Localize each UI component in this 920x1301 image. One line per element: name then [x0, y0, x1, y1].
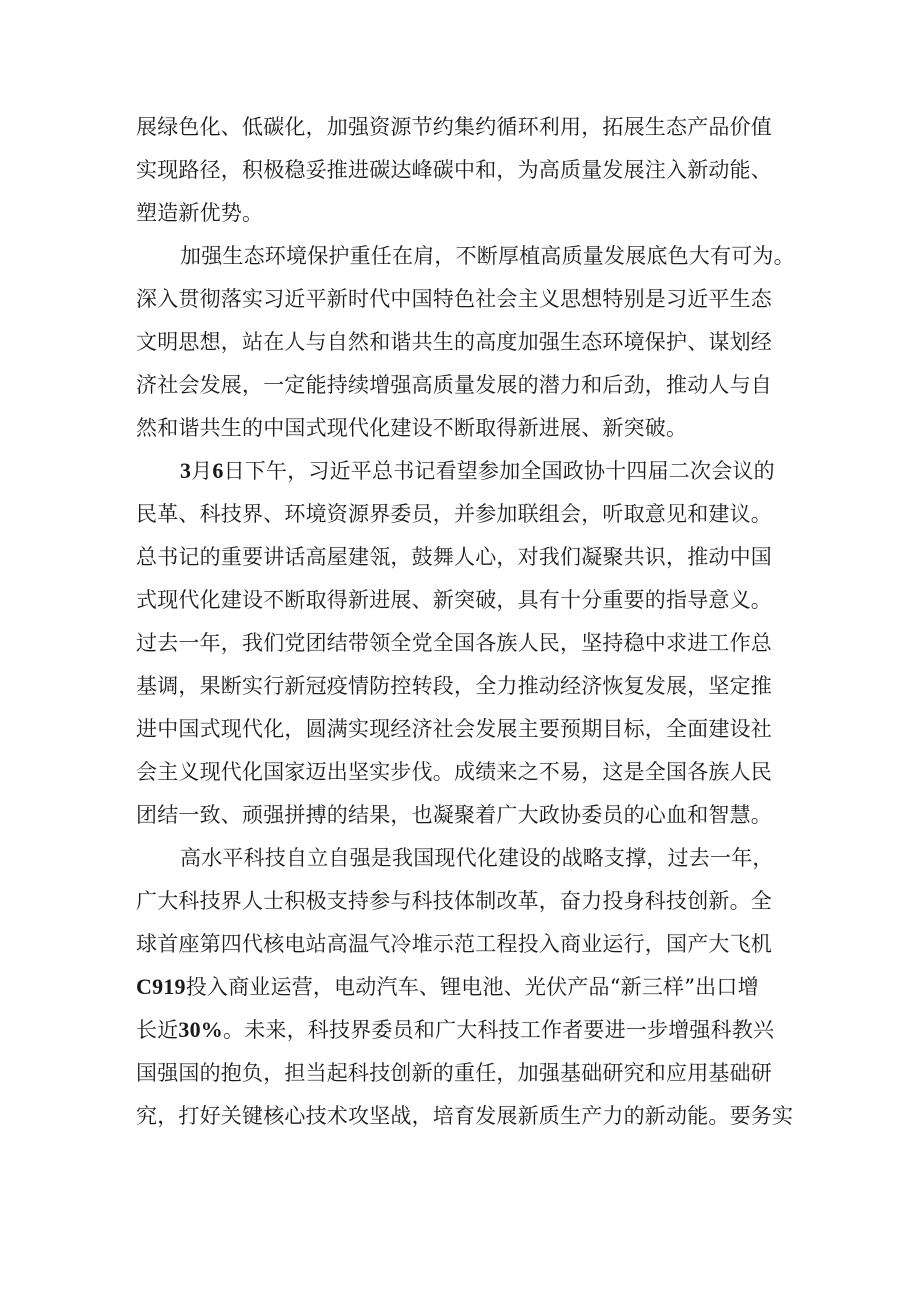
- text-line: 究，打好关键核心技术攻坚战，培育发展新质生产力的新动能。要务实: [136, 1104, 794, 1128]
- text-line: 基调，果断实行新冠疫情防控转段，全力推动经济恢复发展，坚定推: [136, 674, 772, 698]
- text-line: 济社会发展，一定能持续增强高质量发展的潜力和后劲，推动人与自: [136, 373, 772, 397]
- text-line: 总书记的重要讲话高屋建瓴，鼓舞人心，对我们凝聚共识，推动中国: [136, 545, 772, 569]
- paragraph-3: [136, 456, 796, 830]
- text-line: 然和谐共生的中国式现代化建设不断取得新进展、新突破。: [136, 416, 688, 440]
- text-line: C919投入商业运营，电动汽车、锂电池、光伏产品“新三样”出口增: [136, 974, 759, 999]
- text-line: 团结一致、顽强拼搏的结果，也凝聚着广大政协委员的心血和智慧。: [136, 803, 772, 827]
- body-text: [136, 112, 796, 1144]
- text-line: 实现路径，积极稳妥推进碳达峰碳中和，为高质量发展注入新动能、: [136, 158, 772, 182]
- text-line: 塑造新优势。: [136, 201, 264, 225]
- text-line: 过去一年，我们党团结带领全党全国各族人民，坚持稳中求进工作总: [136, 631, 772, 655]
- paragraph-4: [136, 843, 796, 1131]
- text-line: 深入贯彻落实习近平新时代中国特色社会主义思想特别是习近平生态: [136, 287, 772, 311]
- paragraph-1: [136, 112, 796, 228]
- text-line: 球首座第四代核电站高温气冷堆示范工程投入商业运行，国产大飞机: [136, 932, 772, 956]
- text-line: 加强生态环境保护重任在肩，不断厚植高质量发展底色大有可为。: [180, 244, 795, 268]
- text-line: 高水平科技自立自强是我国现代化建设的战略支撑，过去一年，: [180, 846, 774, 870]
- paragraph-2: [136, 241, 796, 443]
- text-line: 式现代化建设不断取得新进展、新突破，具有十分重要的指导意义。: [136, 588, 772, 612]
- text-line: 3月6日下午，习近平总书记看望参加全国政协十四届二次会议的: [180, 458, 775, 483]
- text-line: 长近30%。未来，科技界委员和广大科技工作者要进一步增强科教兴: [136, 1017, 775, 1042]
- text-line: 民革、科技界、环境资源界委员，并参加联组会，听取意见和建议。: [136, 502, 772, 526]
- text-line: 进中国式现代化，圆满实现经济社会发展主要预期目标，全面建设社: [136, 717, 772, 741]
- text-line: 会主义现代化国家迈出坚实步伐。成绩来之不易，这是全国各族人民: [136, 760, 772, 784]
- text-line: 国强国的抱负，担当起科技创新的重任，加强基础研究和应用基础研: [136, 1061, 772, 1085]
- text-line: 文明思想，站在人与自然和谐共生的高度加强生态环境保护、谋划经: [136, 330, 772, 354]
- text-line: 展绿色化、低碳化，加强资源节约集约循环利用，拓展生态产品价值: [136, 115, 772, 139]
- text-line: 广大科技界人士积极支持参与科技体制改革，奋力投身科技创新。全: [136, 889, 772, 913]
